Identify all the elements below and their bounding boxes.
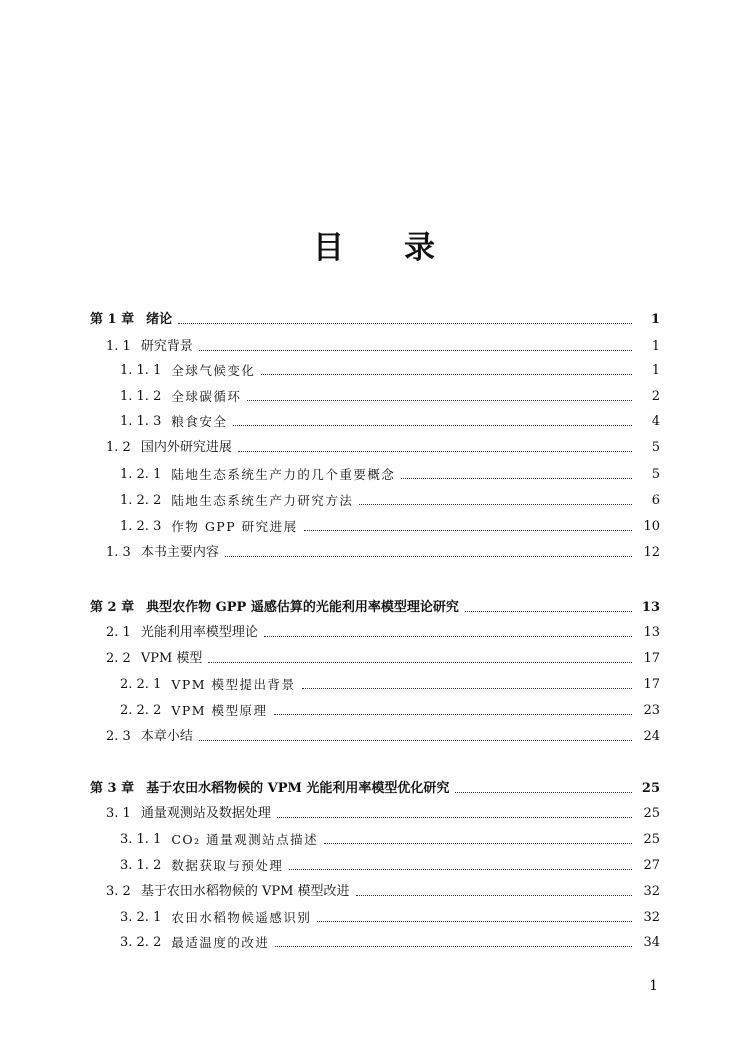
toc-entry-number: 2. 2. 1 [120,677,162,692]
toc-entry-page: 25 [641,781,660,796]
toc-entry-page: 17 [643,651,660,666]
toc-entry-label: 研究背景 [140,339,193,354]
toc-leader-dots [178,322,632,324]
toc-section-entry[interactable] [120,465,660,485]
toc-entry-page: 25 [643,832,660,847]
toc-entry-number: 1. 2 [106,440,131,455]
toc-entry-page: 6 [651,493,660,508]
toc-section-entry[interactable] [106,337,660,357]
toc-leader-dots [356,894,632,896]
toc-entry-number: 1. 1 [106,339,131,354]
page-number: 1 [649,978,658,994]
toc-section-entry[interactable] [106,623,660,643]
toc-leader-dots [317,920,632,922]
toc-entry-number: 1. 1. 3 [120,414,162,429]
toc-leader-dots [233,424,632,426]
toc-leader-dots [238,450,632,452]
toc-entry-page: 1 [650,312,660,327]
toc-entry-number: 3. 1 [106,806,131,821]
toc-entry-label: 粮食安全 [171,414,228,429]
toc-entry-page: 10 [643,519,660,534]
toc-leader-dots [302,687,632,689]
toc-entry-number: 2. 3 [106,729,131,744]
toc-entry-label: 全球碳循环 [171,389,242,404]
page-title [0,222,750,267]
toc-section-entry[interactable] [106,438,660,458]
toc-entry-label: 农田水稻物候遥感识别 [171,910,312,925]
toc-entry-label: 绪论 [146,312,173,327]
toc-leader-dots [277,816,632,818]
toc-section-entry[interactable] [120,933,660,953]
toc-entry-number: 2. 2. 2 [120,703,162,718]
toc-leader-dots [275,945,632,947]
toc-entry-number: 1. 3 [106,545,131,560]
toc-leader-dots [401,477,632,479]
toc-entry-page: 24 [643,729,660,744]
toc-entry-number: 1. 1. 2 [120,389,162,404]
toc-entry-number: 第 2 章 [90,600,135,615]
toc-leader-dots [324,842,632,844]
toc-entry-number: 第 3 章 [90,781,135,796]
toc-leader-dots [247,399,632,401]
toc-entry-label: 通量观测站及数据处理 [140,806,271,821]
toc-entry-number: 3. 1. 2 [120,858,162,873]
toc-section-entry[interactable] [106,727,660,747]
toc-section-entry[interactable] [106,649,660,669]
toc-entry-number: 3. 2 [106,884,131,899]
toc-section-entry[interactable] [120,908,660,928]
toc-section-entry[interactable] [120,675,660,695]
toc-entry-page: 2 [651,389,660,404]
toc-entry-label: 光能利用率模型理论 [140,625,258,640]
toc-entry-number: 1. 1. 1 [120,363,162,378]
toc-leader-dots [199,739,632,741]
toc-entry-number: 1. 2. 3 [120,519,162,534]
toc-leader-dots [359,503,632,505]
toc-entry-label: 陆地生态系统生产力研究方法 [171,493,354,508]
toc-entry-number: 第 1 章 [90,312,135,327]
toc-entry-label: VPM 模型 [140,651,203,666]
toc-entry-page: 27 [643,858,660,873]
toc-entry-label: 本书主要内容 [140,545,219,560]
toc-leader-dots [199,349,632,351]
toc-entry-label: 数据获取与预处理 [171,858,284,873]
toc-section-entry[interactable] [120,491,660,511]
toc-section-entry[interactable] [120,387,660,407]
toc-section-entry[interactable] [120,701,660,721]
toc-entry-label: 陆地生态系统生产力的几个重要概念 [171,467,396,482]
toc-leader-dots [261,373,632,375]
toc-section-entry[interactable] [120,517,660,537]
toc-entry-page: 32 [643,884,660,899]
toc-section-entry[interactable] [120,412,660,432]
toc-entry-label: 基于农田水稻物候的 VPM 模型改进 [140,884,350,899]
toc-entry-label: VPM 模型提出背景 [171,677,296,692]
toc-entry-page: 5 [651,467,660,482]
toc-entry-number: 3. 2. 1 [120,910,162,925]
toc-leader-dots [264,635,632,637]
toc-entry-page: 23 [643,703,660,718]
toc-entry-page: 1 [651,363,660,378]
toc-entry-number: 3. 2. 2 [120,935,162,950]
toc-entry-number: 1. 2. 2 [120,493,162,508]
toc-entry-page: 12 [643,545,660,560]
toc-section-entry[interactable] [120,361,660,381]
toc-entry-label: 作物 GPP 研究进展 [171,519,298,534]
toc-entry-page: 4 [651,414,660,429]
toc-entry-page: 13 [643,625,660,640]
toc-entry-label: 国内外研究进展 [140,440,232,455]
toc-entry-page: 5 [651,440,660,455]
toc-entry-label: 全球气候变化 [171,363,256,378]
toc-entry-page: 1 [651,339,660,354]
toc-entry-page: 34 [643,935,660,950]
toc-entry-label: CO₂ 通量观测站点描述 [171,832,319,847]
toc-entry-number: 3. 1. 1 [120,832,162,847]
toc-entry-page: 25 [643,806,660,821]
toc-section-entry[interactable] [106,804,660,824]
title-left: 目 [313,230,346,266]
toc-chapter-entry[interactable] [90,310,660,330]
toc-entry-page: 32 [643,910,660,925]
toc-chapter-entry[interactable] [90,779,660,799]
toc-leader-dots [289,868,632,870]
title-right: 录 [404,230,437,266]
toc-leader-dots [455,791,632,793]
toc-leader-dots [304,529,632,531]
toc-leader-dots [208,661,632,663]
toc-entry-number: 2. 2 [106,651,131,666]
toc-leader-dots [225,555,632,557]
toc-entry-label: 典型农作物 GPP 遥感估算的光能利用率模型理论研究 [146,600,459,615]
toc-entry-page: 17 [643,677,660,692]
toc-section-entry[interactable] [120,856,660,876]
toc-entry-label: 最适温度的改进 [171,935,270,950]
toc-entry-number: 1. 2. 1 [120,467,162,482]
toc-entry-label: 本章小结 [140,729,193,744]
toc-entry-label: VPM 模型原理 [171,703,268,718]
toc-section-entry[interactable] [106,543,660,563]
toc-section-entry[interactable] [106,882,660,902]
toc-entry-page: 13 [641,600,660,615]
toc-leader-dots [465,610,632,612]
toc-entry-label: 基于农田水稻物候的 VPM 光能利用率模型优化研究 [146,781,450,796]
toc-section-entry[interactable] [120,830,660,850]
toc-chapter-entry[interactable] [90,598,660,618]
toc-entry-number: 2. 1 [106,625,131,640]
toc-leader-dots [274,713,632,715]
